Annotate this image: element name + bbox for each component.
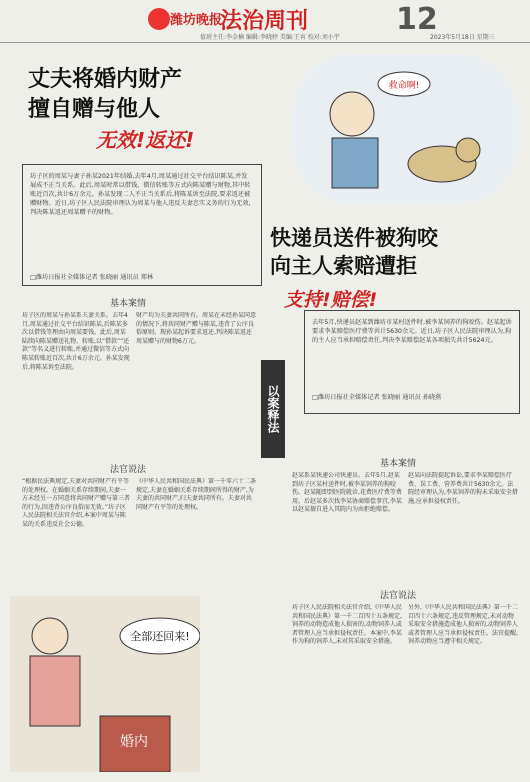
story2-case-heading: 基本案情 — [380, 459, 417, 469]
story2-illustration — [292, 54, 518, 204]
story2-byline: □潍坊日报社全媒体记者 张晓丽 通讯员 孙晓燕 — [312, 394, 442, 401]
story1-court-heading: 法官说法 — [110, 465, 147, 475]
story1-court-col2: 《中华人民共和国民法典》第一千零六十二条规定,夫妻在婚姻关系存续期间所得的财产,为夫妻的共同财产,归夫妻共同所有。夫妻对共同财产有平等的处理权。 — [136, 478, 256, 511]
illustration-sign-text: 婚内 — [120, 734, 148, 750]
story1-illustration — [10, 596, 200, 772]
illustration-bubble-text: 全部还回来! — [130, 630, 190, 643]
story2-title-line2: 向主人索赔遭拒 — [270, 254, 417, 278]
story2-court-col1: 坊子区人民法院相关法官介绍,《中华人民共和国民法典》第一千二百四十五条规定,饲养的动物造成他人损害的,动物饲养人或者管理人应当承担侵权责任。本案中,李某作为狗的饲养人,未对其采取安全措施。 — [292, 604, 402, 646]
story1-case-col2: 财产均为夫妻共同所有。周某在未经孙某同意的情况下,将共同财产赠与陈某,违背了公序良俗原则。现孙某起诉要求返还,判决陈某返还周某赠与的财物6万元。 — [136, 312, 256, 345]
masthead — [0, 0, 530, 42]
illustration-cry-text: 救命啊! — [388, 81, 420, 91]
story2-court-heading: 法官说法 — [380, 591, 417, 601]
story2-deck: 支持!赔偿! — [284, 289, 378, 311]
story1-deck: 无效!返还! — [96, 128, 195, 152]
story1-case-col1: 坊子区的周某与孙某系夫妻关系。去年4月,周某通过社交平台结识陈某,后陈某多次以借钱等理由向周某要钱。此后,周某陆续向陈某赠送礼物、转账,以“借款”“还款”等名义进行转账,并通过微信等方式向陈某转账近百次,共计6万余元。孙某发现后,将陈某诉至法院。 — [22, 312, 130, 371]
newspaper-logo-icon — [148, 8, 170, 30]
story1-lead: 坊子区的周某与妻子孙某2021年结婚,去年4月,周某通过社交平台结识陈某,并发展成不正当关系。此后,周某时常以借钱、微信转账等方式向陈某赠与财物,其中转账近百次,共计6万余元。孙某发现二人不正当关系后,将陈某诉至法院,要求返还被赠财物。近日,坊子区人民法院审理认为周某与他人违反夫妻忠实义务的行为无效,判决陈某返还周某赠予的财物。 — [30, 173, 251, 216]
story2-case-col1: 赵某系某快递公司快递员。去年5月,赵某到坊子区某村送件时,被李某饲养的狗咬伤。赵某随即到医院就诊,花费医疗费等费用。后赵某多次找李某协商赔偿事宜,李某以赵某擅自进入其院内为由拒绝赔偿。 — [292, 472, 402, 514]
story1-case-heading: 基本案情 — [110, 299, 147, 309]
story1-court-col1: “根据民法典规定,夫妻对共同财产有平等的处理权。在婚姻关系存续期间,夫妻一方未经另一方同意将共同财产赠与第三者的行为,因违背公序良俗而无效。”坊子区人民法院相关法官介绍,本案中周某与陈某的关系违反社会公德。 — [22, 478, 130, 528]
story1-title-line1: 丈夫将婚内财产 — [28, 67, 183, 92]
story2-case-col2: 赵某向法院提起诉讼,要求李某赔偿医疗费、误工费、营养费共计5630余元。法院经审理认为,李某饲养的狗未采取安全措施,应承担侵权责任。 — [408, 472, 518, 505]
masthead-meta: 值班主任:李金楠 编辑:李晓婷 美编:王宵 校对:刘小宇 — [200, 34, 340, 41]
side-tag: 以案释法 — [261, 360, 285, 458]
story2-title-line1: 快递员送件被狗咬 — [270, 226, 438, 250]
story2-court-col2: 另外,《中华人民共和国民法典》第一千二百四十六条规定,违反管理规定,未对动物采取安全措施造成他人损害的,动物饲养人或者管理人应当承担侵权责任。法官提醒,饲养动物应当遵守相关规定。 — [408, 604, 518, 646]
story2-lead: 去年5月,快递员赵某到潍坊市某村送件时,被李某饲养的狗咬伤。赵某起诉要求李某赔偿医疗费等共计5630余元。近日,坊子区人民法院审理认为,狗的主人应当承担赔偿责任,判决李某赔偿赵某各项损失共计5624元。 — [312, 319, 512, 344]
issue-date: 2023年5月18日 星期三 — [430, 34, 495, 41]
paper-name: 潍坊晚报 — [170, 13, 223, 28]
masthead-divider — [0, 42, 530, 43]
page-number: 12 — [396, 2, 438, 37]
story1-title-line2: 擅自赠与他人 — [28, 97, 161, 122]
story1-byline: □潍坊日报社全媒体记者 张晓丽 通讯员 郑林 — [30, 274, 154, 281]
section-title: 法治周刊 — [220, 9, 309, 34]
